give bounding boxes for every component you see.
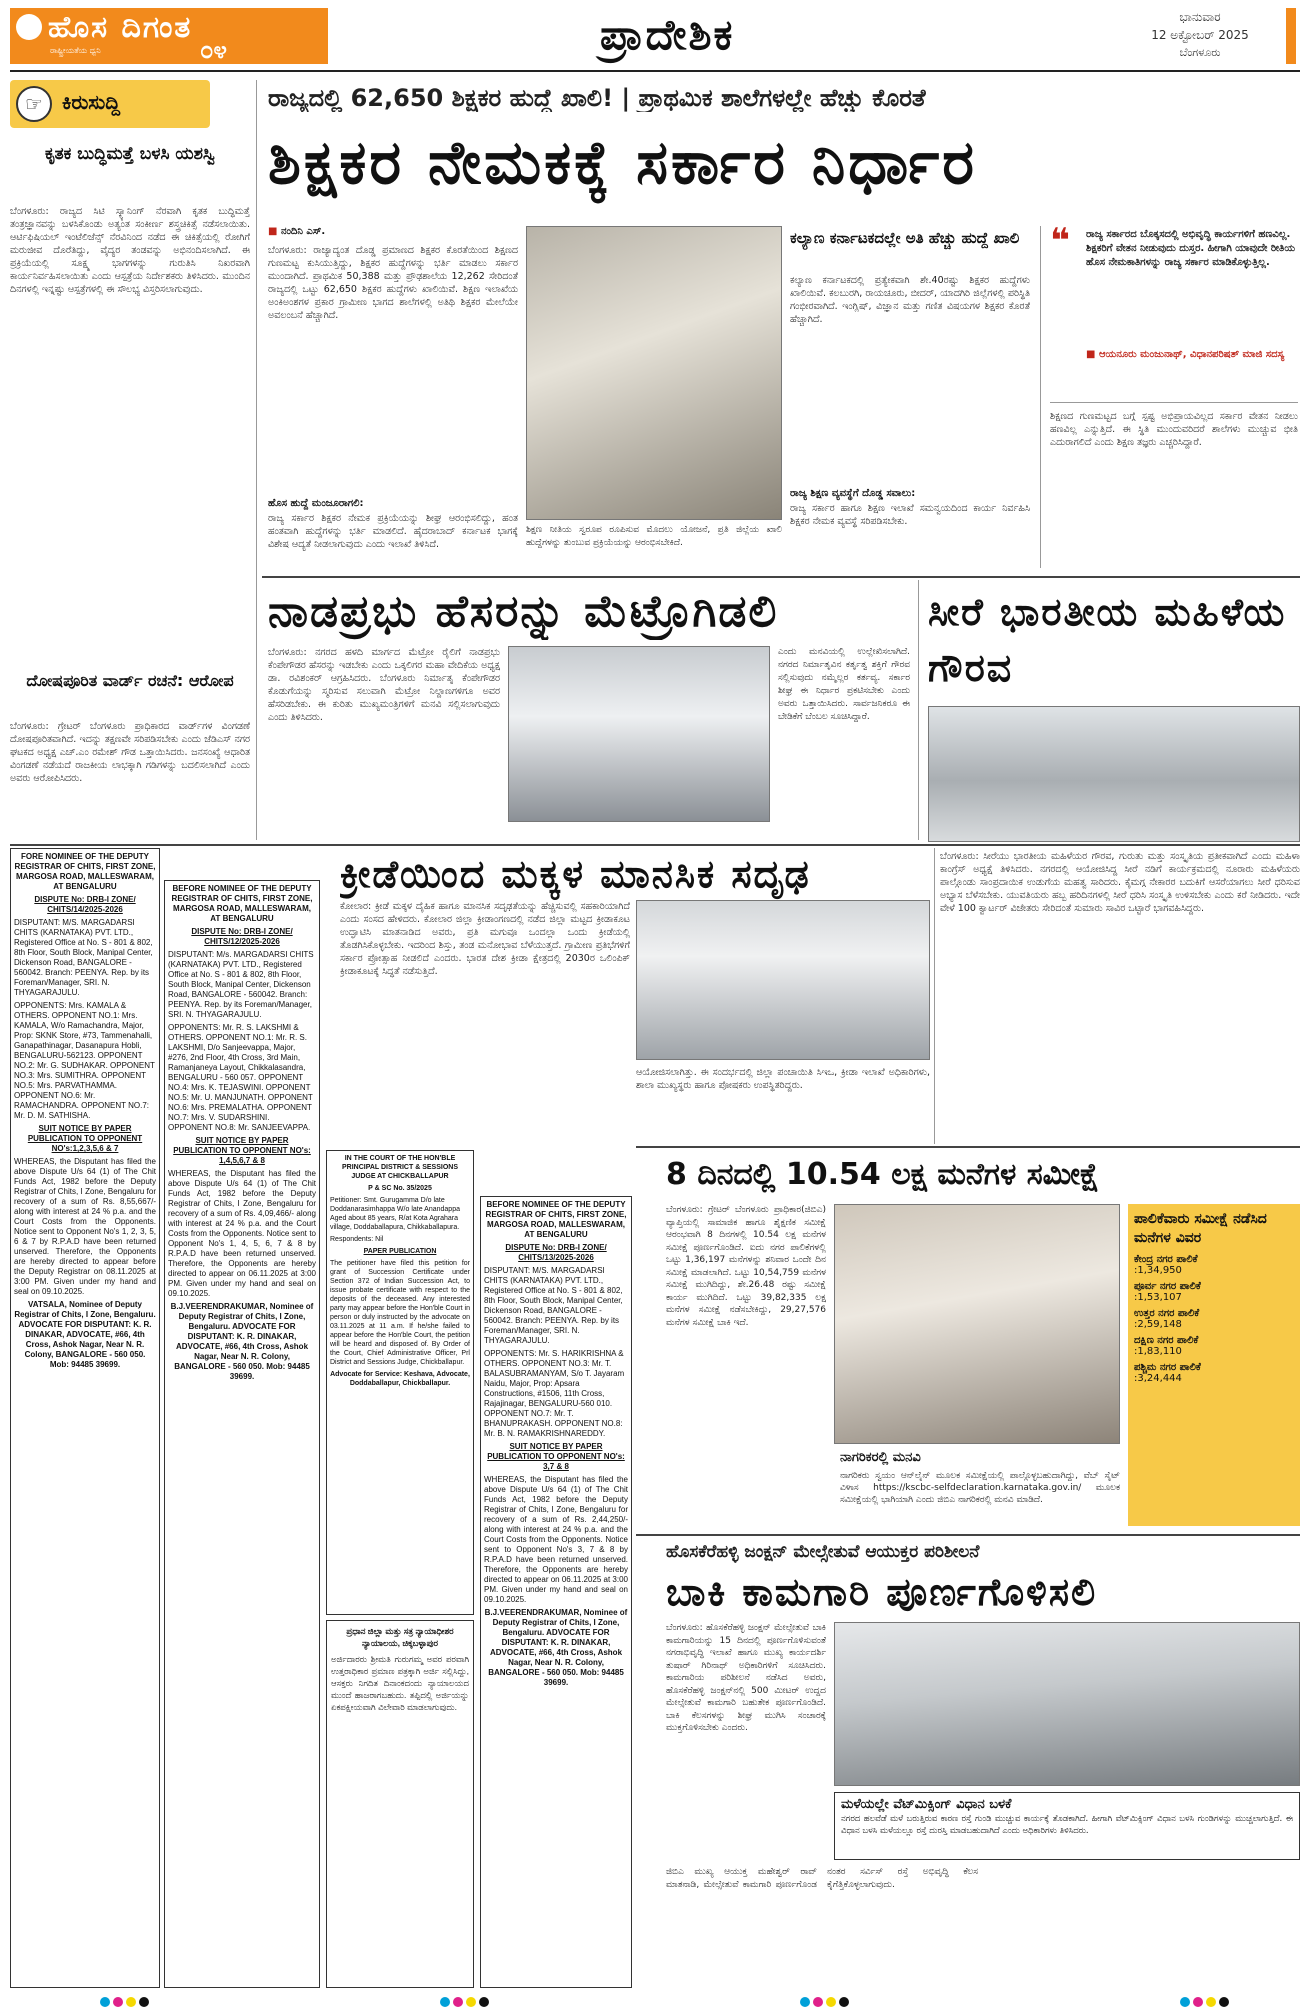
- lead-body-2: ರಾಜ್ಯ ಸರ್ಕಾರ ಹಾಗೂ ಶಿಕ್ಷಣ ಇಲಾಖೆ ಸಮನ್ವಯದಿಂದ ಕಾರ್ಯ ನಿರ್ವಹಿಸಿ ಶಿಕ್ಷಕರ ನೇಮಕ ವ್ಯವಸ್ಥೆ ಸರಿಪಡಿಸಬೇಕು.: [790, 503, 1030, 527]
- notice3-text: The petitioner have filed this petition for grant of Succession Certificate under Section 372 of Indian Succession Act, to issue probate certificate with respect to the deposits of the deceased. Any interested party may appear before the Hon'ble Court in person or duly instructed by the advocate on 03.11.2025 at 11 a.m. If he/she failed to appear before the Hon'ble Court, the petition will be heard and disposed of. By Order of the Court, Chief Administrative Officer, Prl District and Sessions Judge, Chickballapur.: [330, 1260, 470, 1366]
- reg-dot-black: [139, 1997, 149, 2007]
- kannada-notice-head: ಪ್ರಧಾನ ಜಿಲ್ಲಾ ಮತ್ತು ಸತ್ರ ನ್ಯಾಯಾಧೀಶರ ನ್ಯಾಯಾಲಯ, ಚಿಕ್ಕಬಳ್ಳಾಪುರ: [346, 1626, 454, 1648]
- notice2-suit: SUIT NOTICE BY PAPER PUBLICATION TO OPPONENT NO's: 1,4,5,6,7 & 8: [173, 1136, 311, 1165]
- registration-marks-mid: [800, 1992, 852, 2008]
- metro-headline: ನಾಡಪ್ರಭು ಹೆಸರನ್ನು ಮೆಟ್ರೊಗಿಡಲಿ: [268, 586, 779, 637]
- notice3-opponents: Respondents: Nil: [330, 1236, 384, 1243]
- notice4-disputant: DISPUTANT: M/S. MARGADARSI CHITS (KARNATAKA) PVT. LTD., Registered Office at No. S - 801 & 802, 8th Floor, South Block, Manipal Center, Dickenson Road, BANGALORE - 560042. Branch: PEENYA. Rep. by its Foreman/Manager, SRI. N. THYAGARAJULU.: [484, 1266, 623, 1345]
- notice4-head: BEFORE NOMINEE OF THE DEPUTY REGISTRAR OF CHITS, FIRST ZONE, MARGOSA ROAD, MALLESWARAM, AT BENGALURU: [485, 1200, 627, 1239]
- story2-body: ಬೆಂಗಳೂರು: ಗ್ರೇಟರ್ ಬೆಂಗಳೂರು ಪ್ರಾಧಿಕಾರದ ವಾರ್ಡ್‌ಗಳ ವಿಂಗಡಣೆ ದೋಷಪೂರಿತವಾಗಿದೆ. ಇದನ್ನು ತಕ್ಷಣವೇ ಸರಿಪಡಿಸಬೇಕು ಎಂದು ಜೆಡಿಎಸ್ ನಗರ ಘಟಕದ ಅಧ್ಯಕ್ಷ ಎಚ್.ಎಂ ರಮೇಶ್ ಗೌಡ ಒತ್ತಾಯಿಸಿದರು. ಜನಸಂಖ್ಯೆ ಆಧಾರಿತ ವಿಂಗಡಣೆ ನಡೆಯದೆ ರಾಜಕೀಯ ಲಾಭಕ್ಕಾಗಿ ಗಡಿಗಳನ್ನು ಬದಲಿಸಲಾಗಿದೆ ಎಂದು ಅವರು ಆರೋಪಿಸಿದರು.: [10, 721, 250, 784]
- junction-flyover-photo: [834, 1622, 1300, 1786]
- legal-notice-4: [480, 1196, 632, 1988]
- reg-dot-yellow: [826, 1997, 836, 2007]
- junction-bottom-body: ಜಿಬಿಎ ಮುಖ್ಯ ಆಯುಕ್ತ ಮಹೇಶ್ವರ್ ರಾವ್ ಮಾತನಾಡಿ, ಮೇಲ್ಸೇತುವೆ ಕಾಮಗಾರಿ ಪೂರ್ಣಗೊಂಡ ನಂತರ ಸರ್ವಿಸ್ ರಸ್ತೆ ಅಭಿವೃದ್ಧಿ ಕೆಲಸ ಕೈಗೆತ್ತಿಕೊಳ್ಳಲಾಗುವುದು.: [666, 1867, 978, 1890]
- registration-marks-left: [100, 1992, 152, 2008]
- rule-after-lead: [262, 576, 1300, 578]
- notice1-dispute: DISPUTE No: DRB-I ZONE/ CHITS/14/2025-2026: [34, 895, 136, 914]
- notice1-text: WHEREAS, the Disputant has filed the above Dispute U/s 64 (1) of The Chit Funds Act, 1982 before the Deputy Registrar of Chits, I Zone, Bengaluru for recovery of a sum of Rs. 8,55,667/- along with interest at 24 % p.a. and the Court Costs from the Opponents. Notice sent to Opponent No's 1, 2, 3, 5, 6 & 7 by R.P.A.D have been returned unserved. Therefore, the Opponents are hereby directed to appear before the Deputy Registrar on 08.11.2025 at 3:00 PM. Given under my hand and seal on 09.10.2025.: [14, 1157, 156, 1296]
- lead-headline: ಶಿಕ್ಷಕರ ನೇಮಕಕ್ಕೆ ಸರ್ಕಾರ ನಿರ್ಧಾರ: [268, 128, 977, 198]
- legal-notice-3: [326, 1150, 474, 1615]
- sports-body: ಕೋಲಾರ: ಕ್ರೀಡೆ ಮಕ್ಕಳ ದೈಹಿಕ ಹಾಗೂ ಮಾನಸಿಕ ಸದೃಢತೆಯನ್ನು ಹೆಚ್ಚಿಸುವಲ್ಲಿ ಸಹಕಾರಿಯಾಗಿದೆ ಎಂದು ಸಂಸದ ಹೇಳಿದರು. ಕೋಲಾರ ಜಿಲ್ಲಾ ಕ್ರೀಡಾಂಗಣದಲ್ಲಿ ನಡೆದ ಜಿಲ್ಲಾ ಮಟ್ಟದ ಕ್ರೀಡಾಕೂಟ ಉದ್ಘಾಟಿಸಿ ಮಾತನಾಡಿದ ಅವರು, ಪ್ರತಿ ಮಗುವೂ ಒಂದಲ್ಲಾ ಒಂದು ಕ್ರೀಡೆಯಲ್ಲಿ ತೊಡಗಿಸಿಕೊಳ್ಳಬೇಕು. ಇದರಿಂದ ಶಿಸ್ತು, ತಂಡ ಮನೋಭಾವ ಬೆಳೆಯುತ್ತದೆ. ಗ್ರಾಮೀಣ ಪ್ರತಿಭೆಗಳಿಗೆ ಸರ್ಕಾರ ಪ್ರೋತ್ಸಾಹ ನೀಡಲಿದೆ ಎಂದರು. ಭಾರತ ದೇಶ ಕ್ರೀಡಾ ಕ್ಷೇತ್ರದಲ್ಲಿ 2030ರ ಒಲಿಂಪಿಕ್ ಕ್ರೀಡಾಕೂಟಕ್ಕೆ ಸಿದ್ಧತೆ ನಡೆಸುತ್ತಿದೆ.: [340, 901, 630, 977]
- metro-body-2: ಎಂದು ಮನವಿಯಲ್ಲಿ ಉಲ್ಲೇಖಿಸಲಾಗಿದೆ. ನಗರದ ನಿರ್ಮಾತೃವಿನ ಕರ್ತೃತ್ವ ಶಕ್ತಿಗೆ ಗೌರವ ಸಲ್ಲಿಸುವುದು ನಮ್ಮೆಲ್ಲರ ಕರ್ತವ್ಯ. ಸರ್ಕಾರ ಶೀಘ್ರ ಈ ನಿರ್ಧಾರ ಪ್ರಕಟಿಸಬೇಕು ಎಂದು ಅವರು ಒತ್ತಾಯಿಸಿದರು. ಸಾರ್ವಜನಿಕರೂ ಈ ಬೇಡಿಕೆಗೆ ಬೆಂಬಲ ಸೂಚಿಸಿದ್ದಾರೆ.: [778, 647, 910, 722]
- story2-title: ದೋಷಪೂರಿತ ವಾರ್ಡ್ ರಚನೆ: ಆರೋಪ: [26, 671, 234, 690]
- col-divider-metro: [918, 580, 919, 840]
- saree-event-photo: [928, 706, 1300, 842]
- notice2-opponents: OPPONENTS: Mr. R. S. LAKSHMI & OTHERS. OPPONENT NO.1: Mr. R. S. LAKSHMI, D/o Sanjeevappa, Major, #276, 2nd Floor, 4th Cross, 3rd Main, Ramanjaneya Layout, Chikkalasandra, BENGALURU - 560 057. OPPONENT NO.4: Mrs. K. TEJASWINI. OPPONENT NO.5: Mr. U. MANJUNATH. OPPONENT NO.6: Mrs. PREMALATHA. OPPONENT NO.7: Mrs. V. SUDARSHINI. OPPONENT NO.8: Mr. SANJEEVAPPA.: [168, 1023, 313, 1132]
- kirusuddi-column: [10, 80, 250, 840]
- col-divider-sports: [934, 848, 935, 1144]
- notice3-sign: Advocate for Service: Keshava, Advocate, Doddaballapur, Chickballapur.: [330, 1371, 470, 1387]
- kannada-notice-text: ಅರ್ಜಿದಾರರು ಶ್ರೀಮತಿ ಗುರುಗಮ್ಮ ಅವರ ಪರವಾಗಿ ಉತ್ತರಾಧಿಕಾರ ಪ್ರಮಾಣ ಪತ್ರಕ್ಕಾಗಿ ಅರ್ಜಿ ಸಲ್ಲಿಸಿದ್ದು, ಆಸಕ್ತರು ನಿಗದಿತ ದಿನಾಂಕದಂದು ನ್ಯಾಯಾಲಯದ ಮುಂದೆ ಹಾಜರಾಗಬಹುದು. ತಪ್ಪಿದಲ್ಲಿ ಅರ್ಜಿಯನ್ನು ಏಕಪಕ್ಷೀಯವಾಗಿ ವಿಲೇವಾರಿ ಮಾಡಲಾಗುವುದು.: [331, 1654, 469, 1712]
- rule-after-metro: [10, 844, 1300, 846]
- houses-stats-box: [1128, 1204, 1300, 1526]
- reg-dot-black: [839, 1997, 849, 2007]
- logo-tagline: ರಾಷ್ಟ್ರೀಯತೆಯ ಧ್ವನಿ: [50, 46, 101, 55]
- reg-dot-yellow: [1206, 1997, 1216, 2007]
- junction-body: ಬೆಂಗಳೂರು: ಹೊಸಕೆರೆಹಳ್ಳಿ ಜಂಕ್ಷನ್ ಮೇಲ್ಸೇತುವೆ ಬಾಕಿ ಕಾಮಗಾರಿಯನ್ನು 15 ದಿನದಲ್ಲಿ ಪೂರ್ಣಗೊಳಿಸುವಂತೆ ನಗರಾಭಿವೃದ್ಧಿ ಇಲಾಖೆ ಹಾಗೂ ಮುಖ್ಯ ಕಾರ್ಯದರ್ಶಿ ತುಷಾರ್ ಗಿರಿನಾಥ್ ಅಧಿಕಾರಿಗಳಿಗೆ ಸೂಚಿಸಿದರು. ಕಾಮಗಾರಿಯ ಪರಿಶೀಲನೆ ನಡೆಸಿದ ಅವರು, ಹೊಸಕೆರೆಹಳ್ಳಿ ಜಂಕ್ಷನ್‌ನಲ್ಲಿ 500 ಮೀಟರ್ ಉದ್ದದ ಮೇಲ್ಸೇತುವೆ ಕಾಮಗಾರಿ ಬಹುತೇಕ ಪೂರ್ಣಗೊಂಡಿದೆ. ಬಾಕಿ ಕೆಲಸಗಳನ್ನು ಶೀಘ್ರ ಮುಗಿಸಿ ಸಂಚಾರಕ್ಕೆ ಮುಕ್ತಗೊಳಿಸಬೇಕು ಎಂದರು.: [666, 1623, 826, 1733]
- logo-emblem-icon: [16, 14, 42, 40]
- houses-officials-photo: [834, 1204, 1120, 1444]
- stats-row-value: :1,83,110: [1134, 1346, 1182, 1357]
- notice1-sign: VATSALA, Nominee of Deputy Registrar of Chits, I Zone, Bengaluru. ADVOCATE FOR DISPUTANT: K. R. DINAKAR, ADVOCATE, #66, 4th Cross, Ashok Nagar, Near N. R. Colony, BANGALORE - 560 050. Mob: 94485 39699.: [14, 1300, 156, 1369]
- junction-box: [834, 1792, 1300, 1860]
- notice2-sign: B.J.VEERENDRAKUMAR, Nominee of Deputy Registrar of Chits, I Zone, Bengaluru. ADVOCATE FOR DISPUTANT: K. R. DINAKAR, ADVOCATE, #66, 4th Cross, Ashok Nagar, Near N. R. Colony, BANGALORE - 560 050. Mob: 94485 39699.: [170, 1302, 314, 1381]
- registration-marks-center: [440, 1992, 492, 2008]
- reg-dot-black: [479, 1997, 489, 2007]
- lead-body-1b: ರಾಜ್ಯ ಸರ್ಕಾರ ಶಿಕ್ಷಕರ ನೇಮಕ ಪ್ರಕ್ರಿಯೆಯನ್ನು ಶೀಘ್ರ ಆರಂಭಿಸಲಿದ್ದು, ಹಂತ ಹಂತವಾಗಿ ಹುದ್ದೆಗಳನ್ನು ಭರ್ತಿ ಮಾಡಲಿದೆ. ಹೈದರಾಬಾದ್ ಕರ್ನಾಟಕ ಭಾಗಕ್ಕೆ ವಿಶೇಷ ಆದ್ಯತೆ ನೀಡಲಾಗುವುದು ಎಂದು ಇಲಾಖೆ ತಿಳಿಸಿದೆ.: [268, 513, 518, 550]
- metro-body: ಬೆಂಗಳೂರು: ನಗರದ ಹಳದಿ ಮಾರ್ಗದ ಮೆಟ್ರೋ ರೈಲಿಗೆ ನಾಡಪ್ರಭು ಕೆಂಪೇಗೌಡರ ಹೆಸರನ್ನು ಇಡಬೇಕು ಎಂದು ಒಕ್ಕಲಿಗರ ಮಹಾ ವೇದಿಕೆಯ ಅಧ್ಯಕ್ಷ ಡಾ. ರವಿಶಂಕರ್ ಆಗ್ರಹಿಸಿದರು. ಬೆಂಗಳೂರು ನಿರ್ಮಾತೃ ಕೆಂಪೇಗೌಡರ ಕೊಡುಗೆಯನ್ನು ಸ್ಮರಿಸುವ ಸಲುವಾಗಿ ಮೆಟ್ರೋ ನಿಲ್ದಾಣಗಳಿಗೂ ಅವರ ಹೆಸರಿಡಬೇಕು. ಈ ಕುರಿತು ಮುಖ್ಯಮಂತ್ರಿಗಳಿಗೆ ಮನವಿ ಸಲ್ಲಿಸಲಾಗುವುದು ಎಂದು ತಿಳಿಸಿದರು.: [268, 647, 500, 723]
- lead-body-1: ಬೆಂಗಳೂರು: ರಾಜ್ಯಾದ್ಯಂತ ದೊಡ್ಡ ಪ್ರಮಾಣದ ಶಿಕ್ಷಕರ ಕೊರತೆಯಿಂದ ಶಿಕ್ಷಣದ ಗುಣಮಟ್ಟ ಕುಸಿಯುತ್ತಿದ್ದು, ಶಿಕ್ಷಕರ ಹುದ್ದೆಗಳನ್ನು ಭರ್ತಿ ಮಾಡಲು ಸರ್ಕಾರ ಮುಂದಾಗಿದೆ. ಪ್ರಾಥಮಿಕ 50,388 ಮತ್ತು ಪ್ರೌಢಶಾಲೆಯ 12,262 ಸೇರಿದಂತೆ ರಾಜ್ಯದಲ್ಲಿ ಒಟ್ಟು 62,650 ಶಿಕ್ಷಕರ ಹುದ್ದೆಗಳು ಖಾಲಿಯಿವೆ. ಶಿಕ್ಷಣ ಇಲಾಖೆಯ ಅಂಕಿಅಂಶಗಳ ಪ್ರಕಾರ ಗ್ರಾಮೀಣ ಭಾಗದ ಶಾಲೆಗಳಲ್ಲಿ ಅತಿಥಿ ಶಿಕ್ಷಕರ ಮೇಲೆಯೇ ಅವಲಂಬನೆ ಹೆಚ್ಚಾಗಿದೆ.: [268, 245, 518, 321]
- registration-marks-right: [1180, 1992, 1232, 2008]
- notice2-text: WHEREAS, the Disputant has filed the above Dispute U/s 64 (1) of The Chit Funds Act, 1982 before the Deputy Registrar of Chits, I Zone, Bengaluru for recovery of a sum of Rs. 4,09,466/- along with interest at 24 % p.a. and the Court Costs from the Opponents. Notice sent to Opponent No's 1, 4, 5, 6, 7 & 8 by R.P.A.D have been returned unserved. Therefore, the Opponents are hereby directed to appear on 06.11.2025 at 3:00 PM. Given under my hand and seal on 09.10.2025.: [168, 1169, 316, 1298]
- stats-row-label: ಪಶ್ಚಿಮ ನಗರ ಪಾಲಿಕೆ: [1134, 1362, 1201, 1373]
- pointing-hand-icon: ☞: [16, 86, 52, 122]
- reg-dot-cyan: [800, 1997, 810, 2007]
- lead-quote-author: [1086, 348, 1298, 362]
- notice4-dispute: DISPUTE No: DRB-I ZONE/ CHITS/13/2025-2026: [505, 1243, 607, 1262]
- notice4-suit: SUIT NOTICE BY PAPER PUBLICATION TO OPPONENT NO's: 3,7 & 8: [487, 1442, 625, 1471]
- reg-dot-magenta: [813, 1997, 823, 2007]
- byline-marker: ■: [268, 226, 281, 237]
- lead-subhead-1: ಹೊಸ ಹುದ್ದೆ ಮಂಜೂರಾಗಲಿ:: [268, 498, 364, 509]
- sports-event-photo: [636, 900, 930, 1060]
- stats-row: [1134, 1362, 1294, 1384]
- notice1-head: FORE NOMINEE OF THE DEPUTY REGISTRAR OF CHITS, FIRST ZONE, MARGOSA ROAD, MALLESWARAM, AT BENGALURU: [14, 852, 156, 891]
- lead-side-body: ಕಲ್ಯಾಣ ಕರ್ನಾಟಕದಲ್ಲಿ ಪ್ರತ್ಯೇಕವಾಗಿ ಶೇ.40ರಷ್ಟು ಶಿಕ್ಷಕರ ಹುದ್ದೆಗಳು ಖಾಲಿಯಿವೆ. ಕಲಬುರಗಿ, ರಾಯಚೂರು, ಬೀದರ್, ಯಾದಗಿರಿ ಜಿಲ್ಲೆಗಳಲ್ಲಿ ಪರಿಸ್ಥಿತಿ ಗಂಭೀರವಾಗಿದೆ. ಇಂಗ್ಲಿಷ್, ವಿಜ್ಞಾನ ಮತ್ತು ಗಣಿತ ವಿಷಯಗಳ ಶಿಕ್ಷಕರ ಕೊರತೆ ಹೆಚ್ಚಾಗಿದೆ.: [790, 275, 1030, 325]
- reg-dot-cyan: [1180, 1997, 1190, 2007]
- houses-body: ಬೆಂಗಳೂರು: ಗ್ರೇಟರ್ ಬೆಂಗಳೂರು ಪ್ರಾಧಿಕಾರ(ಜಿಬಿಎ) ವ್ಯಾಪ್ತಿಯಲ್ಲಿ ಸಾಮಾಜಿಕ ಹಾಗೂ ಶೈಕ್ಷಣಿಕ ಸಮೀಕ್ಷೆ ಆರಂಭವಾಗಿ 8 ದಿನಗಳಲ್ಲಿ 10.54 ಲಕ್ಷ ಮನೆಗಳ ಸಮೀಕ್ಷೆ ಪೂರ್ಣಗೊಂಡಿದೆ. ಐದು ನಗರ ಪಾಲಿಕೆಗಳಲ್ಲಿ ಒಟ್ಟು 1,36,197 ಮನೆಗಳನ್ನು ಶನಿವಾರ ಒಂದೇ ದಿನ ಸಮೀಕ್ಷೆ ಮಾಡಲಾಗಿದೆ. ಒಟ್ಟು 10,54,759 ಮನೆಗಳ ಸಮೀಕ್ಷೆ ಮುಗಿದಿದ್ದು, ಶೇ.26.48 ರಷ್ಟು ಸಮೀಕ್ಷೆ ಕಾರ್ಯ ಮುಗಿದಿದೆ. ಒಟ್ಟು 39,82,335 ಲಕ್ಷ ಮನೆಗಳ ಸಮೀಕ್ಷೆ ನಡೆಸಬೇಕಿದ್ದು, 29,27,576 ಮನೆಗಳ ಸಮೀಕ್ಷೆ ಬಾಕಿ ಇದೆ.: [666, 1205, 826, 1328]
- notice4-text: WHEREAS, the Disputant has filed the above Dispute U/s 64 (1) of The Chit Funds Act, 1982 before the Deputy Registrar of Chits, I Zone, Bengaluru for recovery of a sum of Rs. 2,44,250/- along with interest at 24 % p.a. and the Court Costs from the Opponents. Notice sent to Opponent No's 3, 7 & 8 by R.P.A.D have been returned unserved. Therefore, the Opponents are hereby directed to appear on 06.11.2025 at 3:00 PM. Given under my hand and seal on 09.10.2025.: [484, 1475, 628, 1604]
- quote-rule: [1050, 402, 1298, 403]
- junction-headline: ಬಾಕಿ ಕಾಮಗಾರಿ ಪೂರ್ಣಗೊಳಿಸಲಿ: [666, 1570, 1098, 1614]
- stats-row-label: ಪೂರ್ವ ನಗರ ಪಾಲಿಕೆ: [1134, 1281, 1201, 1292]
- rule-after-houses: [636, 1534, 1300, 1536]
- stats-row: [1134, 1308, 1294, 1330]
- stats-list: [1134, 1254, 1294, 1384]
- masthead-date: 12 ಅಕ್ಟೋಬರ್ 2025: [1151, 28, 1249, 42]
- masthead-rule: [10, 70, 1300, 72]
- houses-caption-title: ನಾಗರಿಕರಲ್ಲಿ ಮನವಿ: [840, 1450, 921, 1465]
- legal-notice-2: [164, 880, 320, 1988]
- lead-kicker: ರಾಜ್ಯದಲ್ಲಿ 62,650 ಶಿಕ್ಷಕರ ಹುದ್ದೆ ಖಾಲಿ! | ಪ್ರಾಥಮಿಕ ಶಾಲೆಗಳಲ್ಲೇ ಹೆಚ್ಚು ಕೊರತೆ: [268, 84, 926, 112]
- notice4-sign: B.J.VEERENDRAKUMAR, Nominee of Deputy Registrar of Chits, I Zone, Bengaluru. ADVOCATE FOR DISPUTANT: K. R. DINAKAR, ADVOCATE, #66, 4th Cross, Ashok Nagar, Near N. R. Colony, BANGALORE - 560 050. Mob: 94485 39699.: [484, 1608, 628, 1687]
- stats-row-label: ದಕ್ಷಿಣ ನಗರ ಪಾಲಿಕೆ: [1134, 1335, 1199, 1346]
- stats-row-value: :1,53,107: [1134, 1292, 1182, 1303]
- col-divider-left: [256, 80, 257, 840]
- col-divider-lead: [1040, 226, 1041, 568]
- story1-body: ಬೆಂಗಳೂರು: ರಾಜ್ಯದ ಸಿಟಿ ಸ್ಕ್ಯಾನಿಂಗ್ ನೆರವಾಗಿ ಕೃತಕ ಬುದ್ಧಿಮತ್ತೆ ತಂತ್ರಜ್ಞಾನವನ್ನು ಬಳಸಿಕೊಂಡು ಅತ್ಯಂತ ಸಂಕೀರ್ಣ ಶಸ್ತ್ರಚಿಕಿತ್ಸೆ ನಡೆಸಲಾಯಿತು. ಆರ್ಟಿಫಿಷಿಯಲ್ ಇಂಟೆಲಿಜೆನ್ಸ್ ನೆರವಿನಿಂದ ನಡೆದ ಈ ಚಿಕಿತ್ಸೆಯಲ್ಲಿ ರೋಗಿಗೆ ಮರುಜೀವ ದೊರೆತಿದ್ದು, ವೈದ್ಯರ ತಂಡವನ್ನು ಅಭಿನಂದಿಸಲಾಗಿದೆ. ಈ ಪ್ರಕ್ರಿಯೆಯಲ್ಲಿ ಸೂಕ್ಷ್ಮ ಭಾಗಗಳನ್ನು ಗುರುತಿಸಿ ನಿಖರವಾಗಿ ಕಾರ್ಯನಿರ್ವಹಿಸಲಾಯಿತು ಎಂದು ಆಸ್ಪತ್ರೆಯ ನಿರ್ದೇಶಕರು ತಿಳಿಸಿದರು. ಮುಂದಿನ ದಿನಗಳಲ್ಲಿ ಇನ್ನಷ್ಟು ಆಸ್ಪತ್ರೆಗಳಲ್ಲಿ ಈ ಸೌಲಭ್ಯ ವಿಸ್ತರಿಸಲಾಗುವುದು.: [10, 206, 250, 295]
- lead-classroom-photo: [526, 226, 782, 520]
- story1-title: ಕೃತಕ ಬುದ್ಧಿಮತ್ತೆ ಬಳಸಿ ಯಶಸ್ವಿ: [45, 144, 215, 164]
- sports-headline: ಕ್ರೀಡೆಯಿಂದ ಮಕ್ಕಳ ಮಾನಸಿಕ ಸದೃಢ: [340, 852, 811, 896]
- notice1-opponents: OPPONENTS: Mrs. KAMALA & OTHERS. OPPONENT NO.1: Mrs. KAMALA, W/o Ramachandra, Major, Prop: SKNK Store, #73, Tammenahalli, Ganapathinagar, Dasanapura Hobli, BENGALURU-562123. OPPONENT NO.2: Mr. G. SUDHAKAR. OPPONENT NO.3: Mrs. SUMITHRA. OPPONENT NO.5: Mrs. PARVATHAMMA. OPPONENT NO.6: Mr. RAMACHANDRA. OPPONENT NO.7: Mr. D. M. SATHISHA.: [14, 1001, 155, 1120]
- saree-headline: ಸೀರೆ ಭಾರತೀಯ ಮಹಿಳೆಯ ಗೌರವ: [928, 590, 1287, 690]
- notice1-suit: SUIT NOTICE BY PAPER PUBLICATION TO OPPONENT NO's:1,2,3,5,6 & 7: [27, 1124, 143, 1153]
- stats-row: [1134, 1335, 1294, 1357]
- notice2-head: BEFORE NOMINEE OF THE DEPUTY REGISTRAR OF CHITS, FIRST ZONE, MARGOSA ROAD, MALLESWARAM, AT BENGALURU: [171, 884, 313, 923]
- notice3-disputant: Petitioner: Smt. Gurugamma D/o late Doddanarasimhappa W/o late Anandappa Aged about 85 years, R/at Kota Agrahara village, Doddaballapura, Chikkaballapura.: [330, 1197, 460, 1231]
- stats-row: [1134, 1254, 1294, 1276]
- reg-dot-magenta: [113, 1997, 123, 2007]
- junction-kicker: ಹೊಸಕೆರೆಹಳ್ಳಿ ಜಂಕ್ಷನ್ ಮೇಲ್ಸೇತುವೆ ಆಯುಕ್ತರ ಪರಿಶೀಲನೆ: [666, 1542, 980, 1562]
- masthead-accent-bar: [1286, 8, 1296, 64]
- houses-caption-body: ನಾಗರಿಕರು ಸ್ವಯಂ ಆನ್‌ಲೈನ್ ಮೂಲಕ ಸಮೀಕ್ಷೆಯಲ್ಲಿ ಪಾಲ್ಗೊಳ್ಳಬಹುದಾಗಿದ್ದು, ವೆಬ್ ಸೈಟ್ ವಿಳಾಸ https://kscbc-selfdeclaration.karnataka.gov.in/ ಮೂಲಕ ಸಮೀಕ್ಷೆಯಲ್ಲಿ ಭಾಗಿಯಾಗಿ ಎಂದು ಜಿಬಿಎ ನಾಗರಿಕರಲ್ಲಿ ಮನವಿ ಮಾಡಿದೆ.: [840, 1471, 1120, 1505]
- sports-body-2: ಆಯೋಜಿಸಲಾಗಿತ್ತು. ಈ ಸಂದರ್ಭದಲ್ಲಿ ಜಿಲ್ಲಾ ಪಂಚಾಯಿತಿ ಸಿಇಒ, ಕ್ರೀಡಾ ಇಲಾಖೆ ಅಧಿಕಾರಿಗಳು, ಶಾಲಾ ಮುಖ್ಯಸ್ಥರು ಹಾಗೂ ಪೋಷಕರು ಉಪಸ್ಥಿತರಿದ್ದರು.: [636, 1067, 930, 1091]
- lead-subhead-2: ರಾಜ್ಯ ಶಿಕ್ಷಣ ವ್ಯವಸ್ಥೆಗೆ ದೊಡ್ಡ ಸವಾಲು:: [790, 488, 916, 499]
- stats-row-value: :1,34,950: [1134, 1265, 1182, 1276]
- masthead: [10, 8, 1300, 68]
- saree-body: ಬೆಂಗಳೂರು: ಸೀರೆಯು ಭಾರತೀಯ ಮಹಿಳೆಯರ ಗೌರವ, ಗುರುತು ಮತ್ತು ಸಂಸ್ಕೃತಿಯ ಪ್ರತೀಕವಾಗಿದೆ ಎಂದು ಮಹಿಳಾ ಕಾಂಗ್ರೆಸ್ ಅಧ್ಯಕ್ಷೆ ತಿಳಿಸಿದರು. ನಗರದಲ್ಲಿ ಆಯೋಜಿಸಿದ್ದ ಸೀರೆ ನಡಿಗೆ ಕಾರ್ಯಕ್ರಮದಲ್ಲಿ ನೂರಾರು ಮಹಿಳೆಯರು ಪಾಲ್ಗೊಂಡು ಸಾಂಪ್ರದಾಯಿಕ ಉಡುಗೆಯ ಮಹತ್ವ ಸಾರಿದರು. ಕೈಮಗ್ಗ ನೇಕಾರರ ಬದುಕಿಗೆ ಆಸರೆಯಾಗಲು ಸೀರೆ ಧರಿಸುವ ಅಭ್ಯಾಸ ಬೆಳೆಸಬೇಕು. ಯುವತಿಯರು ಹಬ್ಬ ಹರಿದಿನಗಳಲ್ಲಿ ಸೀರೆ ಧರಿಸಿ ಸಂಸ್ಕೃತಿ ಉಳಿಸಬೇಕು ಎಂದು ಕರೆ ನೀಡಿದರು. ಇದೇ ವೇಳೆ 100 ಕ್ವಾರ್ಟರ್ ವಿಜೇತರು ಸೇರಿದಂತೆ ಸುಮಾರು ಸಾವಿರ ಒಟ್ಟಾರೆ ಭಾಗವಹಿಸಿದ್ದರು.: [940, 851, 1300, 914]
- lead-side-title: ಕಲ್ಯಾಣ ಕರ್ನಾಟಕದಲ್ಲೇ ಅತಿ ಹೆಚ್ಚು ಹುದ್ದೆ ಖಾಲಿ: [790, 229, 1020, 247]
- stats-row-value: :3,24,444: [1134, 1373, 1182, 1384]
- section-title: ಪ್ರಾದೇಶಿಕ: [600, 10, 735, 59]
- notice3-dispute: P & SC No. 35/2025: [368, 1185, 432, 1192]
- kirusuddi-label: ಕಿರುಸುದ್ದಿ: [62, 90, 121, 114]
- lead-byline: [268, 226, 325, 237]
- lead-photo-caption: ಶಿಕ್ಷಣ ನೀತಿಯ ಸ್ವರೂಪ ರೂಪಿಸುವ ಮೊದಲು ಯೋಜನೆ, ಪ್ರತಿ ಜಿಲ್ಲೆಯ ಖಾಲಿ ಹುದ್ದೆಗಳನ್ನು ತುಂಬುವ ಪ್ರಕ್ರಿಯೆಯನ್ನು ಆರಂಭಿಸಬೇಕಿದೆ.: [526, 525, 782, 548]
- kirusuddi-label-box: [10, 80, 210, 128]
- reg-dot-cyan: [440, 1997, 450, 2007]
- logo-block: [10, 8, 328, 64]
- notice2-disputant: DISPUTANT: M/s. MARGADARSI CHITS (KARNATAKA) PVT. LTD., Registered Office at No. S - 801 & 802, 8th Floor, South Block, Manipal Center, Dickenson Road, BANGALORE - 560042. Branch: PEENYA. Rep. by its Foreman/Manager, SRI. N. THYAGARAJULU.: [168, 950, 314, 1019]
- reg-dot-cyan: [100, 1997, 110, 2007]
- legal-notice-1: [10, 848, 160, 1988]
- notice4-opponents: OPPONENTS: Mr. S. HARIKRISHNA & OTHERS. OPPONENT NO.3: Mr. T. BALASUBRAMANYAM, S/o T. Jayaram Naidu, Major, Prop: Apsara Constructions, #1506, 11th Cross, Rajajinagar, BENGALURU-560 010. OPPONENT NO.7: Mr. T. BHANUPRAKASH. OPPONENT NO.8: Mr. B. N. RAMAKRISHNAREDDY.: [484, 1349, 625, 1438]
- houses-headline: 8 ದಿನದಲ್ಲಿ 10.54 ಲಕ್ಷ ಮನೆಗಳ ಸಮೀಕ್ಷೆ: [666, 1157, 1100, 1192]
- byline-name: ನಂದಿನಿ ಎಸ್.: [280, 226, 326, 237]
- stats-row-label: ಉತ್ತರ ನಗರ ಪಾಲಿಕೆ: [1134, 1308, 1200, 1319]
- lead-quote: ರಾಜ್ಯ ಸರ್ಕಾರದ ಬೊಕ್ಕಸದಲ್ಲಿ ಅಭಿವೃದ್ಧಿ ಕಾರ್ಯಗಳಿಗೆ ಹಣವಿಲ್ಲ. ಶಿಕ್ಷಕರಿಗೆ ವೇತನ ನೀಡುವುದು ದುಸ್ತರ. ಹೀಗಾಗಿ ಯಾವುದೇ ರೀತಿಯ ಹೊಸ ನೇಮಕಾತಿಗಳನ್ನು ರಾಜ್ಯ ಸರ್ಕಾರ ಮಾಡಿಕೊಳ್ಳುತ್ತಿಲ್ಲ.: [1086, 229, 1296, 268]
- masthead-city: ಬೆಂಗಳೂರು: [1179, 46, 1221, 59]
- reg-dot-magenta: [1193, 1997, 1203, 2007]
- logo-text: ಹೊಸ ದಿಗಂತ: [48, 10, 193, 45]
- junction-box-title: ಮಳೆಯಲ್ಲೇ ವೆಟ್‌ಮಿಕ್ಸಿಂಗ್ ವಿಧಾನ ಬಳಕೆ: [841, 1797, 1012, 1812]
- notice3-head: IN THE COURT OF THE HON'BLE PRINCIPAL DISTRICT & SESSIONS JUDGE AT CHICKBALLAPUR: [341, 1155, 459, 1180]
- kannada-legal-notice: [326, 1620, 474, 1988]
- reg-dot-yellow: [126, 1997, 136, 2007]
- stats-row-label: ಕೇಂದ್ರ ನಗರ ಪಾಲಿಕೆ: [1134, 1254, 1198, 1265]
- stats-title: ಪಾಲಿಕೆವಾರು ಸಮೀಕ್ಷೆ ನಡೆಸಿದ ಮನೆಗಳ ವಿವರ: [1134, 1211, 1267, 1246]
- reg-dot-magenta: [453, 1997, 463, 2007]
- metro-train-photo: [508, 646, 770, 822]
- notice3-suit: PAPER PUBLICATION: [363, 1248, 437, 1255]
- masthead-day: ಭಾನುವಾರ: [1179, 10, 1221, 24]
- rule-after-sports: [636, 1146, 1300, 1148]
- junction-box-body: ನಗರದ ಹಲವೆಡೆ ಮಳೆ ಬರುತ್ತಿರುವ ಕಾರಣ ರಸ್ತೆ ಗುಂಡಿ ಮುಚ್ಚುವ ಕಾರ್ಯಕ್ಕೆ ತೊಡಕಾಗಿದೆ. ಹೀಗಾಗಿ ವೆಟ್‌ಮಿಕ್ಸಿಂಗ್ ವಿಧಾನ ಬಳಸಿ ಗುಂಡಿಗಳನ್ನು ಮುಚ್ಚಲಾಗುತ್ತಿದೆ. ಈ ವಿಧಾನ ಬಳಸಿ ಮಳೆಯಲ್ಲೂ ರಸ್ತೆ ದುರಸ್ತಿ ಮಾಡಬಹುದಾಗಿದೆ ಎಂದು ಅಧಿಕಾರಿಗಳು ತಿಳಿಸಿದರು.: [841, 1814, 1293, 1836]
- author-name: ಆಯನೂರು ಮಂಜುನಾಥ್, ವಿಧಾನಪರಿಷತ್ ಮಾಜಿ ಸದಸ್ಯ: [1098, 349, 1285, 360]
- lead-right-body: ಶಿಕ್ಷಣದ ಗುಣಮಟ್ಟದ ಬಗ್ಗೆ ಸ್ಪಷ್ಟ ಅಭಿಪ್ರಾಯವಿಲ್ಲದ ಸರ್ಕಾರ ವೇತನ ನೀಡಲು ಹಣವಿಲ್ಲ ಎನ್ನುತ್ತಿದೆ. ಈ ಸ್ಥಿತಿ ಮುಂದುವರಿದರೆ ಶಾಲೆಗಳು ಮುಚ್ಚುವ ಭೀತಿ ಎದುರಾಗಲಿದೆ ಎಂದು ಶಿಕ್ಷಣ ತಜ್ಞರು ಎಚ್ಚರಿಸಿದ್ದಾರೆ.: [1050, 411, 1298, 448]
- notice1-disputant: DISPUTANT: M/S. MARGADARSI CHITS (KARNATAKA) PVT. LTD., Registered Office at No. S - 801 & 802, 8th Floor, South Block, Manipal Center, Dickenson Road, BANGALORE - 560042. Branch: PEENYA. Rep. by its Foreman/Manager, SRI. N. THYAGARAJULU.: [14, 918, 153, 997]
- stats-row: [1134, 1281, 1294, 1303]
- reg-dot-black: [1219, 1997, 1229, 2007]
- notice2-dispute: DISPUTE No: DRB-I ZONE/ CHITS/12/2025-2026: [191, 927, 293, 946]
- stats-row-value: :2,59,148: [1134, 1319, 1182, 1330]
- lead-quote-icon: ❝: [1050, 221, 1070, 261]
- page-number: ೦೪: [200, 36, 227, 64]
- author-marker: ■: [1086, 349, 1099, 360]
- reg-dot-yellow: [466, 1997, 476, 2007]
